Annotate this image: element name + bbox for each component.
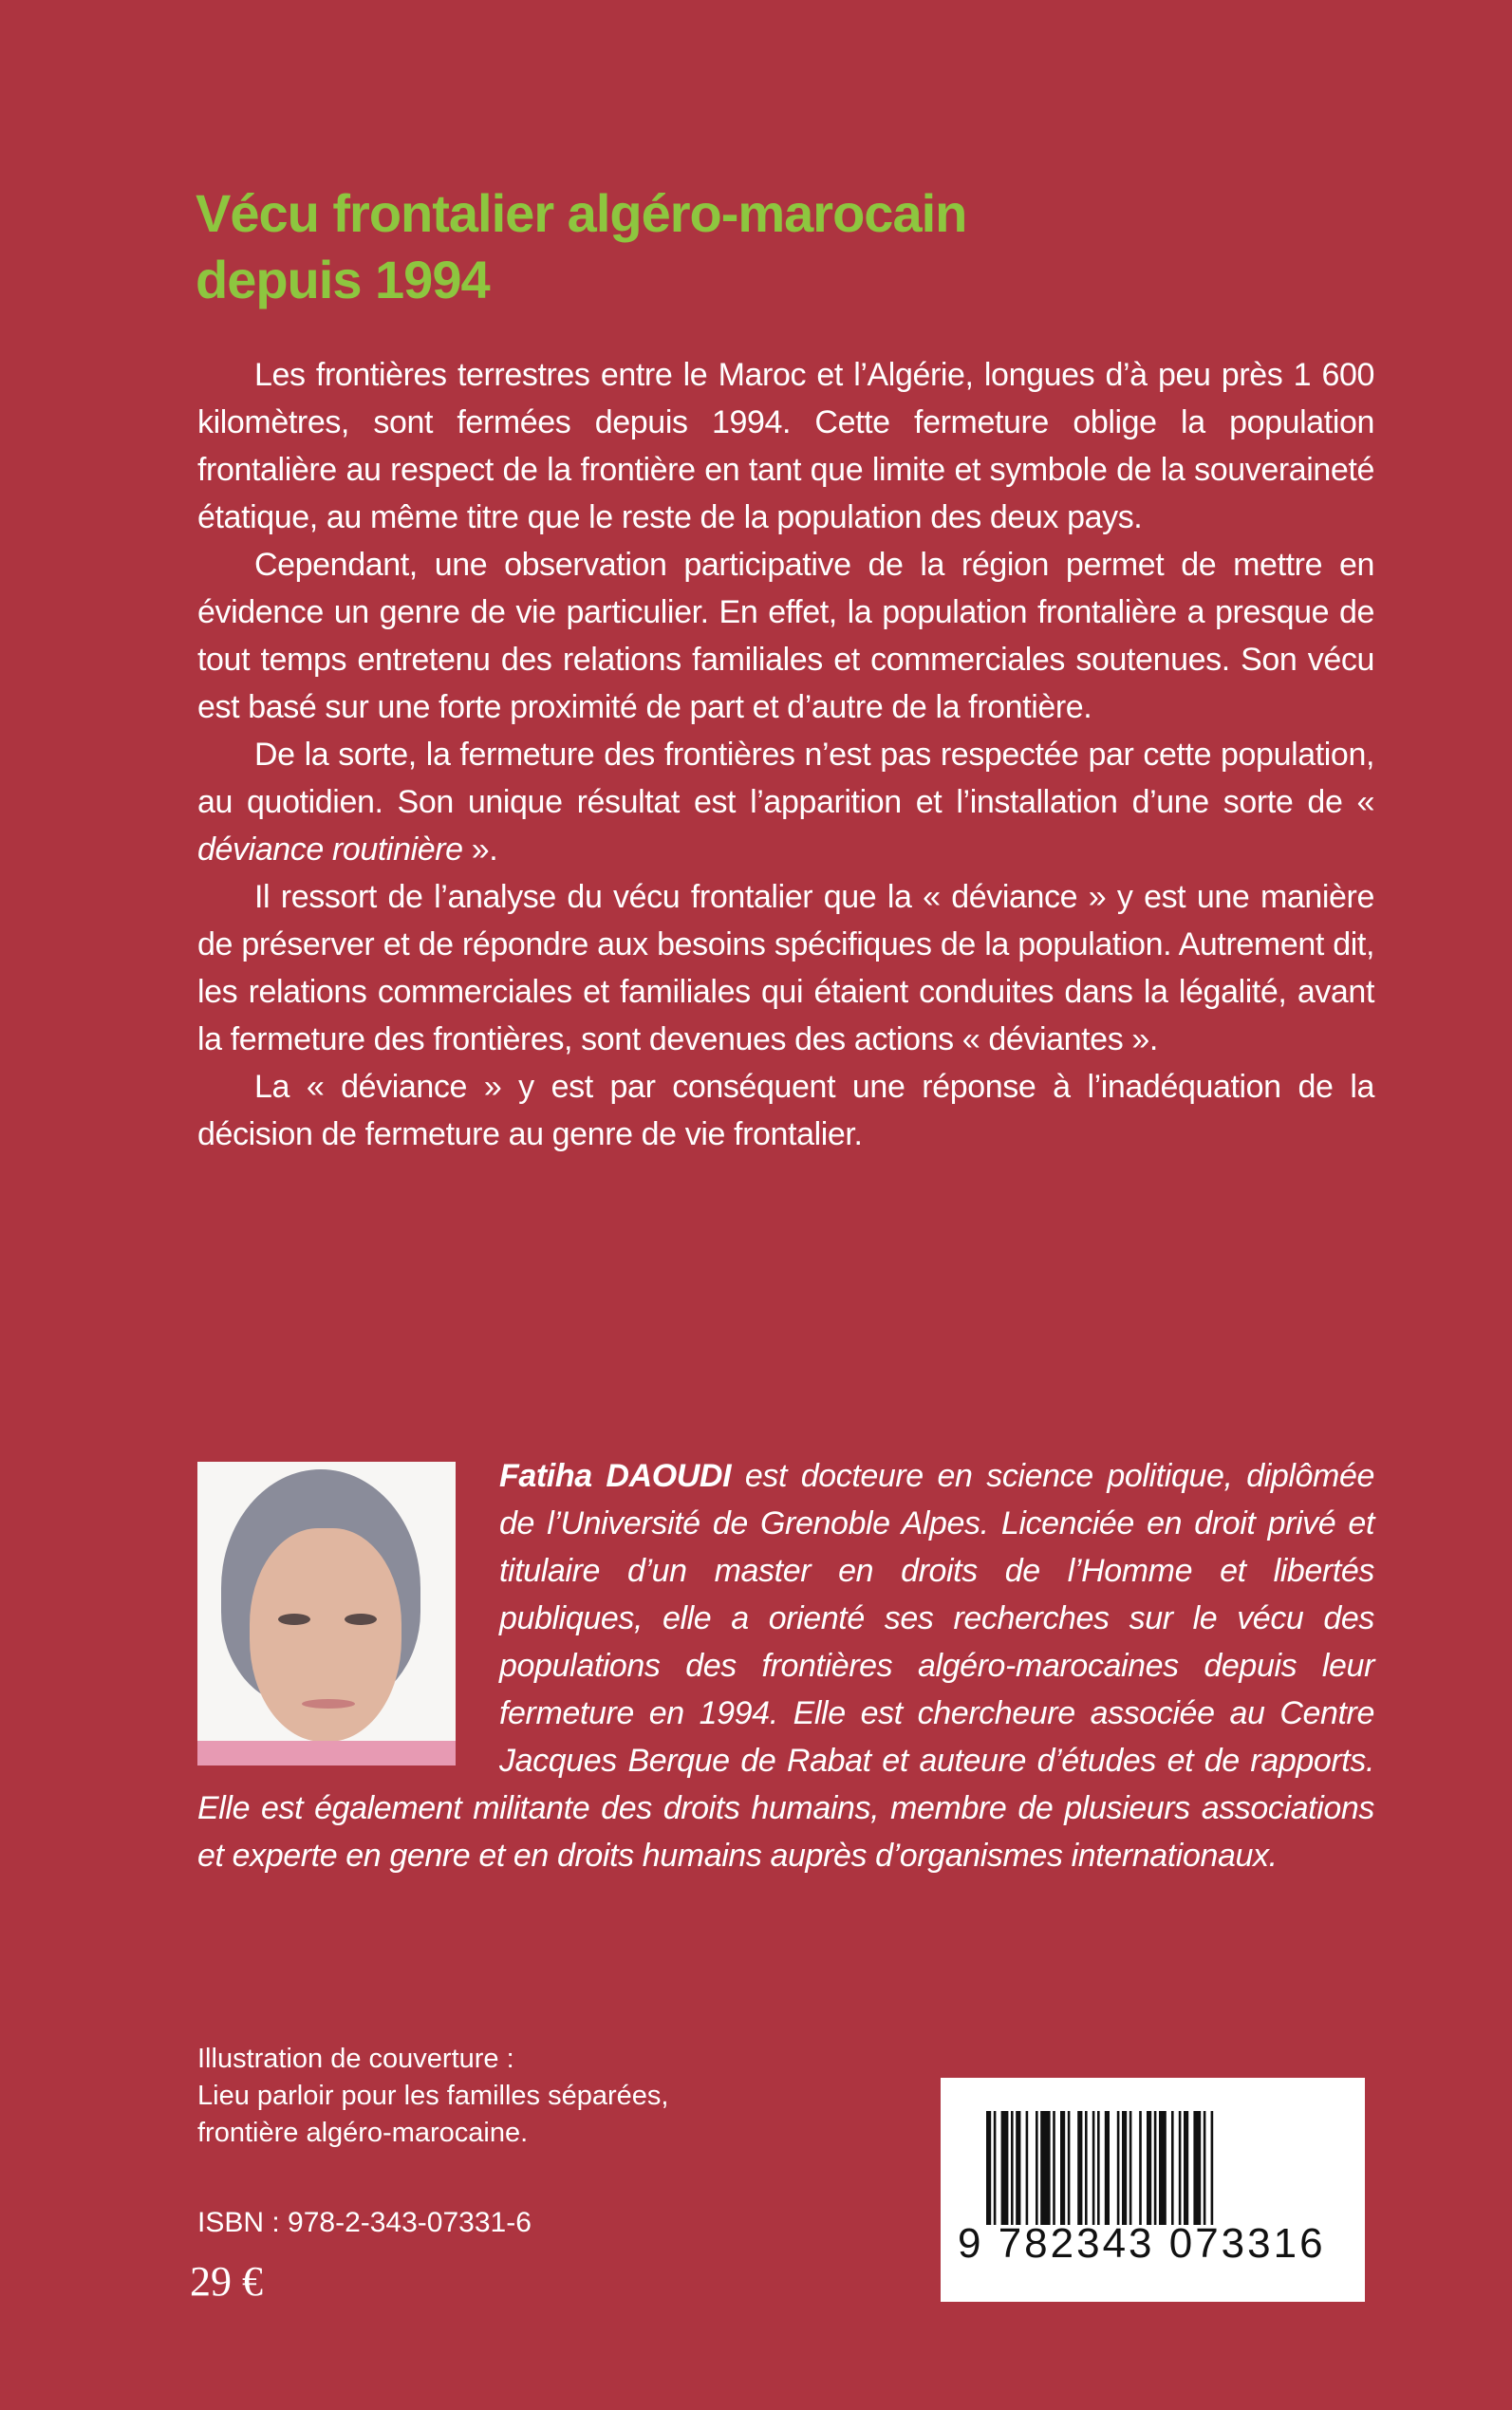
- blurb-text: De la sorte, la fermeture des frontières n’est pas respectée par cette population, au quotidien. Son unique résultat est l’apparition et l’installation d’une sorte de «: [197, 737, 1374, 820]
- isbn: ISBN : 978-2-343-07331-6: [197, 2207, 532, 2238]
- barcode-bar: [1139, 2111, 1142, 2225]
- barcode-bar: [1036, 2111, 1038, 2225]
- barcode-bar: [1105, 2111, 1110, 2225]
- barcode-bar: [1085, 2111, 1088, 2225]
- blurb-paragraph: Il ressort de l’analyse du vécu frontalier que la « déviance » y est une manière de préserver et de répondre aux besoins spécifiques de la population. Autrement dit, les relations commerciales et familiales qui étaient conduites dans la légalité, avant la fermeture des frontières, sont devenues des actions « déviantes ».: [197, 879, 1374, 1057]
- barcode-number: 9 782343 073316: [958, 2220, 1326, 2267]
- barcode-bar: [1026, 2111, 1029, 2225]
- barcode-bar: [1001, 2111, 1009, 2225]
- credits-line: Illustration de couverture :: [197, 2044, 514, 2074]
- book-title: [196, 180, 1287, 313]
- author-photo: [197, 1462, 456, 1765]
- blurb-paragraph: [197, 731, 1374, 873]
- barcode-bar: [986, 2111, 991, 2225]
- barcode-bar: [1053, 2111, 1055, 2225]
- barcode-bar: [1204, 2111, 1206, 2225]
- blurb-paragraph: La « déviance » y est par conséquent une réponse à l’inadéquation de la décision de fermeture au genre de vie frontalier.: [197, 1069, 1374, 1152]
- blurb-paragraph: Cependant, une observation participative de la région permet de mettre en évidence un genre de vie particulier. En effet, la population frontalière a presque de tout temps entretenu des relations familiales et commerciales soutenues. Son vécu est basé sur une forte proximité de part et d’autre de la frontière.: [197, 547, 1374, 725]
- barcode: [941, 2078, 1365, 2302]
- barcode-bar: [1159, 2111, 1167, 2225]
- barcode-bar: [1171, 2111, 1174, 2225]
- barcode-bar: [1016, 2111, 1020, 2225]
- title-line-2: depuis 1994: [196, 250, 490, 309]
- barcode-bar: [1193, 2111, 1201, 2225]
- barcode-bar: [1179, 2111, 1182, 2225]
- barcode-bar: [1129, 2111, 1132, 2225]
- blurb-text: ».: [462, 831, 498, 868]
- credits-line: frontière algéro-marocaine.: [197, 2118, 529, 2148]
- cover-credits: [197, 2041, 668, 2152]
- author-bio: [197, 1452, 1374, 1879]
- barcode-bar: [1040, 2111, 1050, 2225]
- barcode-bar: [1184, 2111, 1188, 2225]
- barcode-bar: [1211, 2111, 1214, 2225]
- barcode-bar: [1147, 2111, 1151, 2225]
- barcode-bar: [1097, 2111, 1100, 2225]
- barcode-bar: [1011, 2111, 1014, 2225]
- author-bio-text: est docteure en science politique, diplômée de l’Université de Grenoble Alpes. Licenciée en droit privé et titulaire d’un master en droits de l’Homme et libertés publiques, elle a orienté ses recherches sur le vécu des populations des frontières algéro-marocaines depuis leur fermeture en 1994. Elle est chercheure associée au Centre Jacques Berque de Rabat et auteure d’études et de rapports. Elle est également militante des droits humains, membre de plusieurs associations et experte en genre et en droits humains auprès d’organismes internationaux.: [197, 1458, 1374, 1874]
- blurb-paragraph: Les frontières terrestres entre le Maroc et l’Algérie, longues d’à peu près 1 600 kilomètres, sont fermées depuis 1994. Cette fermeture oblige la population frontalière au respect de la frontière en tant que limite et symbole de la souveraineté étatique, au même titre que le reste de la population des deux pays.: [197, 357, 1374, 535]
- blurb-italic: déviance routinière: [197, 831, 463, 868]
- barcode-bar: [1060, 2111, 1065, 2225]
- blurb: [197, 351, 1374, 1158]
- barcode-bar: [1077, 2111, 1082, 2225]
- barcode-bar: [1117, 2111, 1120, 2225]
- price: 29 €: [190, 2258, 263, 2305]
- barcode-bar: [1122, 2111, 1127, 2225]
- barcode-bar: [1154, 2111, 1157, 2225]
- author-name: Fatiha DAOUDI: [499, 1458, 732, 1494]
- title-line-1: Vécu frontalier algéro-marocain: [196, 183, 967, 243]
- barcode-bar: [1068, 2111, 1071, 2225]
- credits-line: Lieu parloir pour les familles séparées,: [197, 2081, 669, 2111]
- barcode-bar: [1092, 2111, 1095, 2225]
- barcode-bar: [994, 2111, 997, 2225]
